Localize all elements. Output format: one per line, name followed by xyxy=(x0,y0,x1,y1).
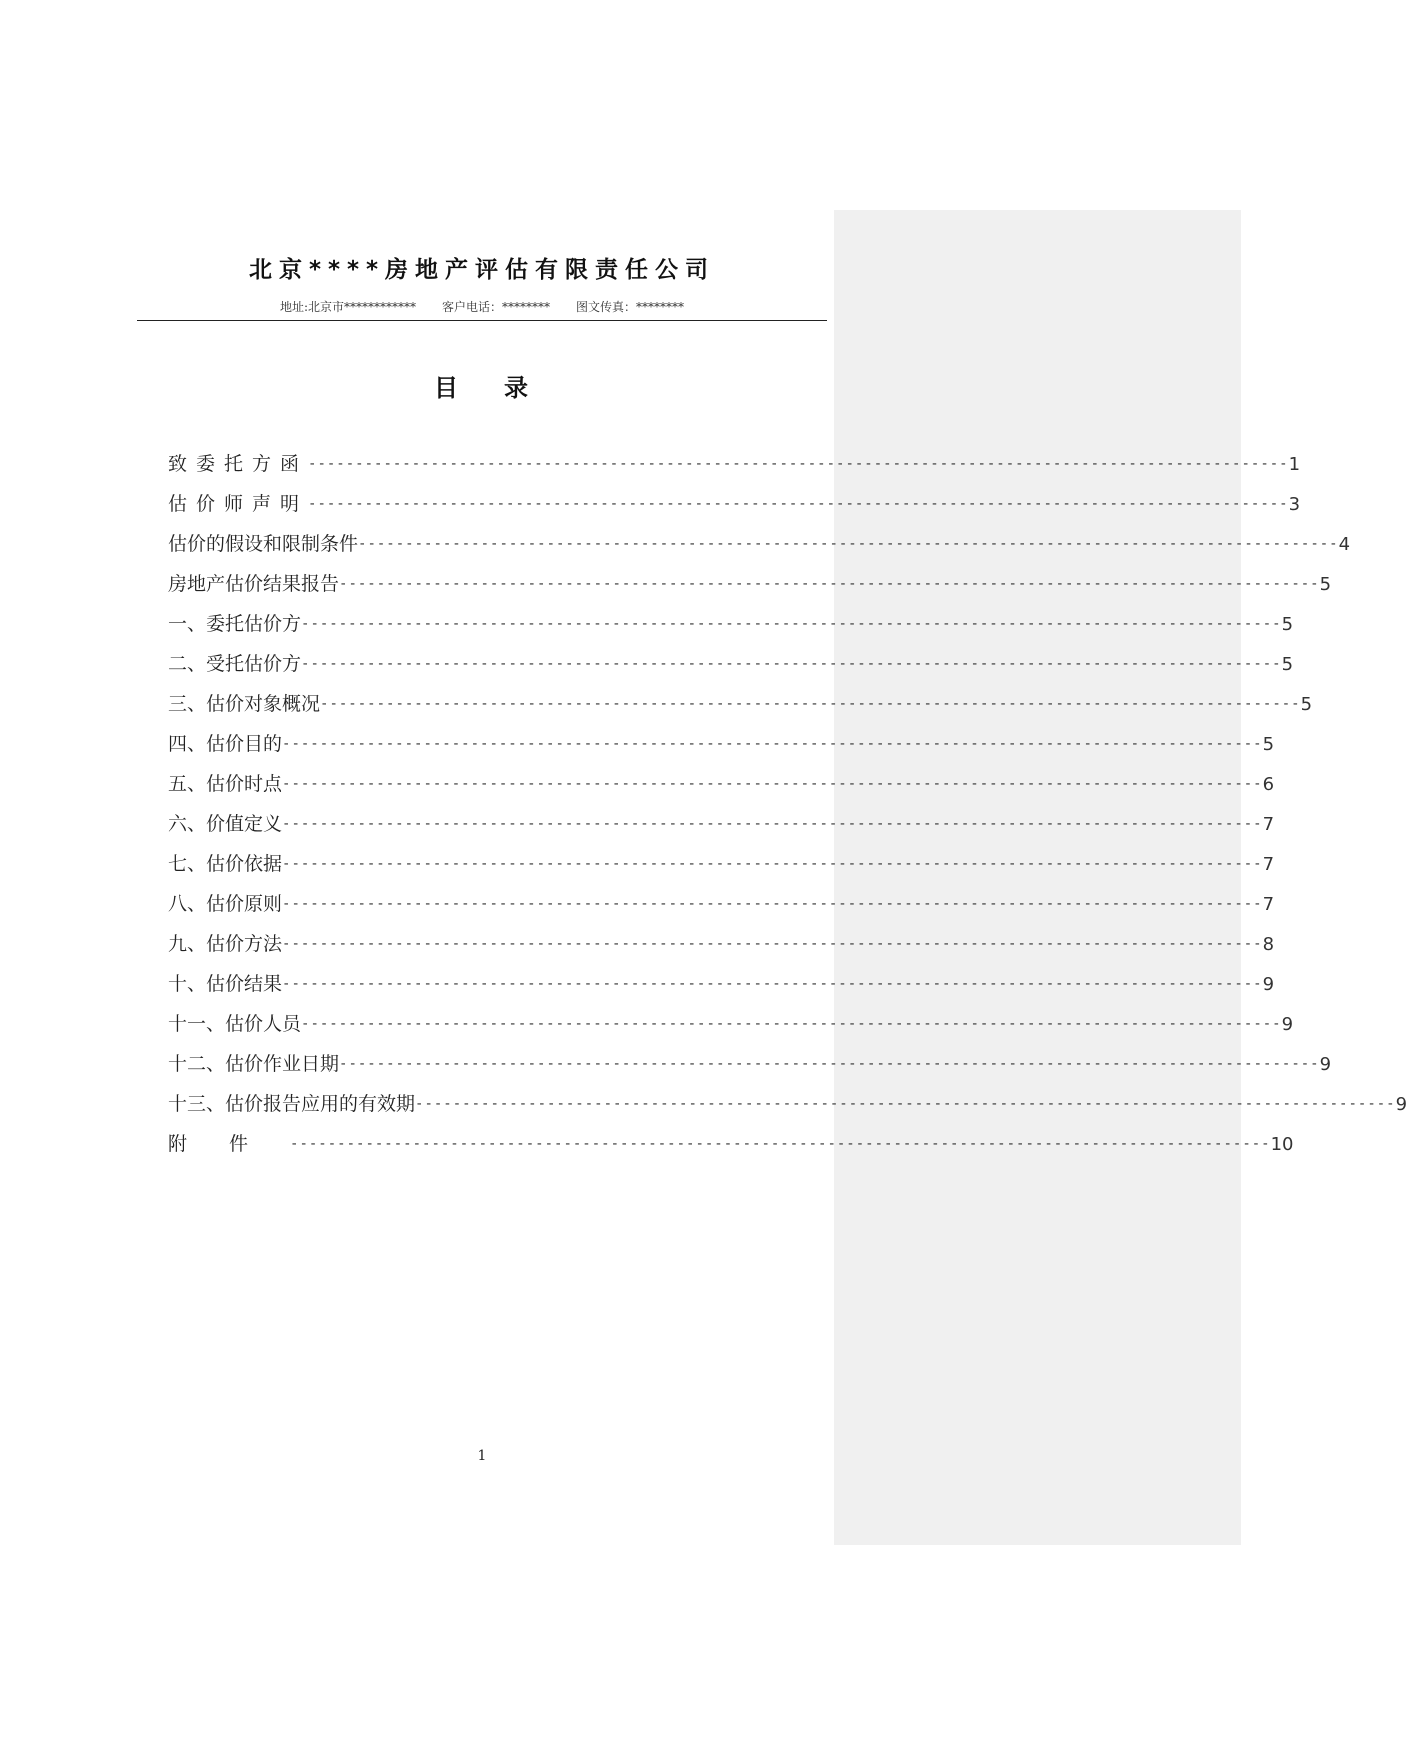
toc-leader: -------------------------------------------------------------------------------------------------------- xyxy=(301,656,1282,672)
toc-entry-label: 十一、估价人员 xyxy=(168,1013,302,1035)
toc-entry-page: 9 xyxy=(1319,1054,1332,1075)
toc-entry[interactable] xyxy=(168,1089,1407,1129)
toc-leader: -------------------------------------------------------------------------------------------------------- xyxy=(282,976,1263,992)
toc-entry-page: 7 xyxy=(1262,854,1275,875)
toc-entry[interactable] xyxy=(168,969,1275,1009)
toc-entry[interactable] xyxy=(168,849,1275,889)
fax-text: 图文传真：******** xyxy=(576,300,685,314)
toc-entry-label: 十二、估价作业日期 xyxy=(168,1053,340,1075)
toc-entry[interactable] xyxy=(168,889,1275,929)
toc-entry-label: 十、估价结果 xyxy=(168,973,283,995)
toc-entry-page: 1 xyxy=(1288,454,1301,475)
toc-entry-page: 9 xyxy=(1262,974,1275,995)
page-number: 1 xyxy=(477,1448,487,1464)
toc-entry-page: 6 xyxy=(1262,774,1275,795)
toc-entry-label: 八、估价原则 xyxy=(168,893,283,915)
letterhead xyxy=(137,250,827,321)
toc-leader: -------------------------------------------------------------------------------------------------------- xyxy=(415,1096,1396,1112)
toc-title xyxy=(137,368,827,403)
toc-leader: -------------------------------------------------------------------------------------------------------- xyxy=(308,456,1289,472)
toc-entry-page: 3 xyxy=(1288,494,1301,515)
toc-leader: -------------------------------------------------------------------------------------------------------- xyxy=(308,496,1289,512)
toc-entry-page: 5 xyxy=(1319,574,1332,595)
toc-entry-label: 四、估价目的 xyxy=(168,733,283,755)
phone-text: 客户电话：******** xyxy=(442,300,551,314)
toc-entry[interactable] xyxy=(168,449,1301,489)
toc-leader: -------------------------------------------------------------------------------------------------------- xyxy=(301,616,1282,632)
toc-entry-label: 七、估价依据 xyxy=(168,853,283,875)
toc-entry-label: 房地产估价结果报告 xyxy=(168,573,340,595)
toc-entry[interactable] xyxy=(168,529,1351,569)
toc-entry-page: 4 xyxy=(1338,534,1351,555)
toc-title-right: 录 xyxy=(504,374,530,402)
address-text: 地址:北京市************ xyxy=(279,300,416,314)
toc-leader: -------------------------------------------------------------------------------------------------------- xyxy=(290,1136,1271,1152)
toc-leader: -------------------------------------------------------------------------------------------------------- xyxy=(339,576,1320,592)
toc-leader: -------------------------------------------------------------------------------------------------------- xyxy=(301,1016,1282,1032)
toc-entry-page: 5 xyxy=(1300,694,1313,715)
toc-entry-label: 三、估价对象概况 xyxy=(168,693,321,715)
toc-entry[interactable] xyxy=(168,1049,1332,1089)
toc-entry-page: 7 xyxy=(1262,814,1275,835)
toc-entry[interactable] xyxy=(168,1129,1294,1169)
toc-entry-label: 五、估价时点 xyxy=(168,773,283,795)
toc-entry-page: 5 xyxy=(1281,654,1294,675)
toc-entry-label: 九、估价方法 xyxy=(168,933,283,955)
toc-leader: -------------------------------------------------------------------------------------------------------- xyxy=(358,536,1339,552)
toc-entry-label: 一、委托估价方 xyxy=(168,613,302,635)
toc-entry-page: 7 xyxy=(1262,894,1275,915)
toc-entry-page: 9 xyxy=(1281,1014,1294,1035)
toc-entry[interactable] xyxy=(168,609,1294,649)
toc-leader: -------------------------------------------------------------------------------------------------------- xyxy=(282,736,1263,752)
toc-entry-label: 致委托方函 xyxy=(168,453,309,475)
toc-entry-page: 5 xyxy=(1262,734,1275,755)
toc-leader: -------------------------------------------------------------------------------------------------------- xyxy=(320,696,1301,712)
toc-entry[interactable] xyxy=(168,489,1301,529)
toc-leader: -------------------------------------------------------------------------------------------------------- xyxy=(282,936,1263,952)
toc-entry[interactable] xyxy=(168,1009,1294,1049)
toc-entry-label: 估价师声明 xyxy=(168,493,309,515)
toc-leader: -------------------------------------------------------------------------------------------------------- xyxy=(282,776,1263,792)
toc-entry-page: 10 xyxy=(1270,1134,1294,1155)
toc-entry-label: 十三、估价报告应用的有效期 xyxy=(168,1093,416,1115)
company-name: 北京****房地产评估有限责任公司 xyxy=(248,257,716,283)
header-divider xyxy=(137,320,827,321)
toc-entry-page: 5 xyxy=(1281,614,1294,635)
toc-entry[interactable] xyxy=(168,689,1313,729)
contact-line xyxy=(137,298,827,316)
toc-entry-label: 估价的假设和限制条件 xyxy=(168,533,359,555)
toc-title-left: 目 xyxy=(434,374,460,402)
table-of-contents xyxy=(168,449,1407,1169)
toc-entry[interactable] xyxy=(168,649,1294,689)
toc-entry-page: 9 xyxy=(1395,1094,1407,1115)
toc-leader: -------------------------------------------------------------------------------------------------------- xyxy=(339,1056,1320,1072)
toc-leader: -------------------------------------------------------------------------------------------------------- xyxy=(282,896,1263,912)
comment-margin-panel xyxy=(834,210,1241,1545)
toc-leader: -------------------------------------------------------------------------------------------------------- xyxy=(282,856,1263,872)
toc-entry-label: 六、价值定义 xyxy=(168,813,283,835)
toc-entry[interactable] xyxy=(168,569,1332,609)
toc-entry[interactable] xyxy=(168,809,1275,849)
toc-entry[interactable] xyxy=(168,769,1275,809)
toc-entry-label: 二、受托估价方 xyxy=(168,653,302,675)
toc-entry[interactable] xyxy=(168,729,1275,769)
toc-entry-label: 附件 xyxy=(168,1133,291,1155)
toc-entry-page: 8 xyxy=(1262,934,1275,955)
toc-entry[interactable] xyxy=(168,929,1275,969)
toc-leader: -------------------------------------------------------------------------------------------------------- xyxy=(282,816,1263,832)
